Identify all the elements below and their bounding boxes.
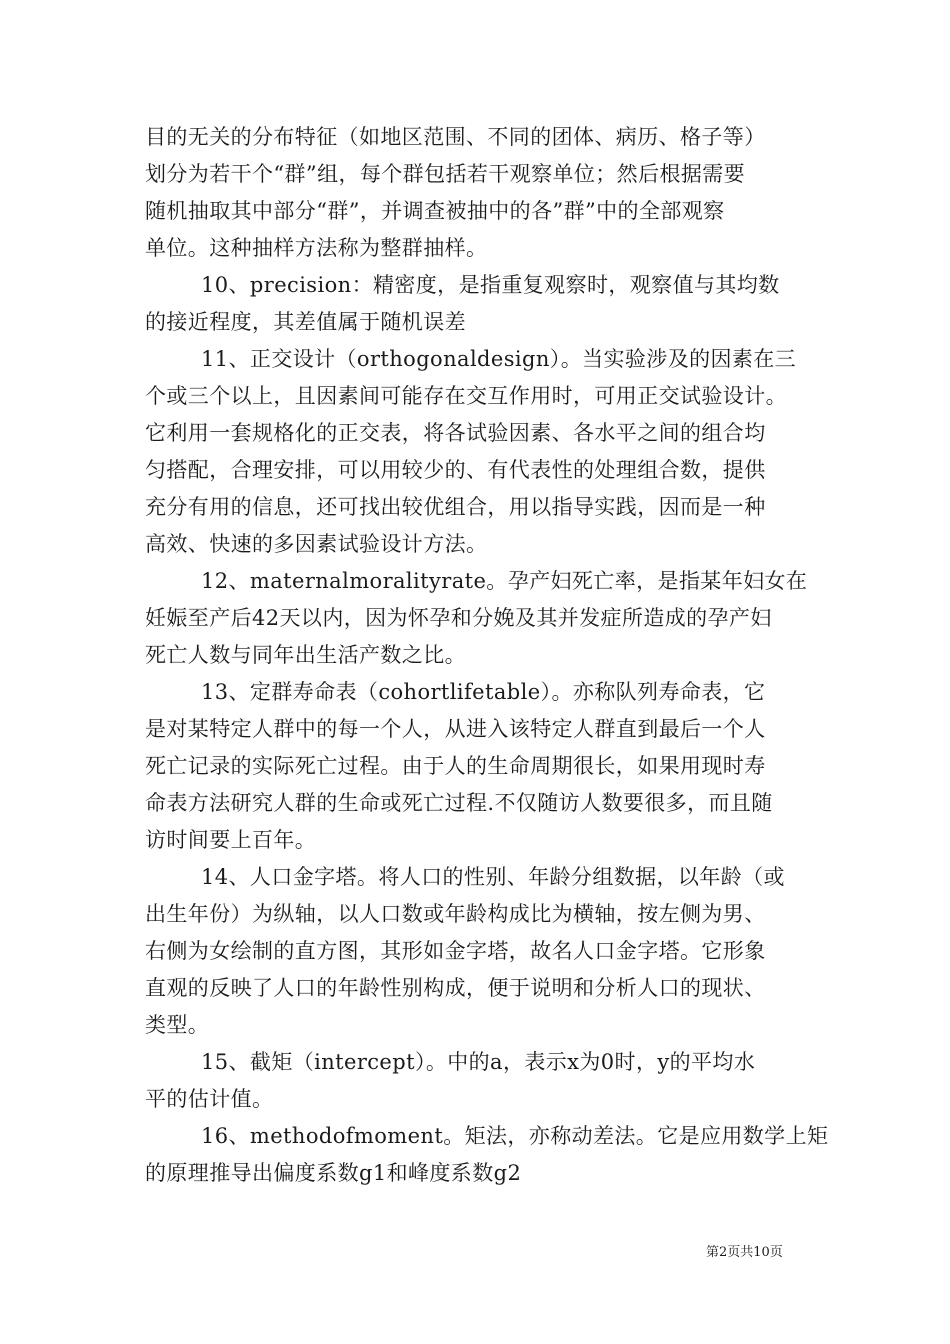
page-number-footer: 第2页共10页: [706, 1245, 783, 1260]
text-line: 充分有用的信息，还可找出较优组合，用以指导实践，因而是一种: [145, 495, 766, 519]
text-line: 右侧为女绘制的直方图，其形如金字塔，故名人口金字塔。它形象: [145, 939, 766, 963]
text-line: 出生年份）为纵轴，以人口数或年龄构成比为横轴，按左侧为男、: [145, 902, 766, 926]
paragraph-start-11: 11、正交设计（orthogonaldesign）。当实验涉及的因素在三: [201, 347, 797, 371]
paragraph-start-13: 13、定群寿命表（cohortlifetable）。亦称队列寿命表，它: [201, 680, 766, 704]
text-line: 类型。: [145, 1013, 210, 1037]
text-line: 死亡记录的实际死亡过程。由于人的生命周期很长，如果用现时寿: [145, 754, 766, 778]
text-line: 直观的反映了人口的年龄性别构成，便于说明和分析人口的现状、: [145, 976, 766, 1000]
text-line: 访时间要上百年。: [145, 828, 317, 852]
text-line: 妊娠至产后42天以内，因为怀孕和分娩及其并发症所造成的孕产妇: [145, 606, 772, 630]
text-line: 的原理推导出偏度系数g1和峰度系数g2: [145, 1161, 522, 1185]
text-line: 划分为若干个“群”组，每个群包括若干观察单位；然后根据需要: [145, 162, 746, 186]
text-line: 命表方法研究人群的生命或死亡过程.不仅随访人数要很多，而且随: [145, 791, 773, 815]
text-line: 随机抽取其中部分“群”，并调查被抽中的各”群”中的全部观察: [145, 199, 725, 223]
text-line: 它利用一套规格化的正交表，将各试验因素、各水平之间的组合均: [145, 421, 766, 445]
text-line: 匀搭配，合理安排，可以用较少的、有代表性的处理组合数，提供: [145, 458, 766, 482]
text-line: 是对某特定人群中的每一个人，从进入该特定人群直到最后一个人: [145, 717, 766, 741]
text-line: 个或三个以上，且因素间可能存在交互作用时，可用正交试验设计。: [145, 384, 787, 408]
paragraph-start-12: 12、maternalmoralityrate。孕产妇死亡率，是指某年妇女在: [201, 569, 808, 593]
paragraph-start-16: 16、methodofmoment。矩法，亦称动差法。它是应用数学上矩: [201, 1124, 829, 1148]
text-line: 目的无关的分布特征（如地区范围、不同的团体、病历、格子等）: [145, 125, 766, 149]
text-line: 死亡人数与同年出生活产数之比。: [145, 643, 466, 667]
paragraph-start-10: 10、precision：精密度，是指重复观察时，观察值与其均数: [201, 273, 780, 297]
text-line: 高效、快速的多因素试验设计方法。: [145, 532, 488, 556]
paragraph-start-14: 14、人口金字塔。将人口的性别、年龄分组数据，以年龄（或: [201, 865, 785, 889]
paragraph-start-15: 15、截矩（intercept）。中的a，表示x为0时，y的平均水: [201, 1050, 756, 1074]
text-line: 的接近程度，其差值属于随机误差: [145, 310, 466, 334]
document-body: [145, 119, 829, 1192]
text-line: 平的估计值。: [145, 1087, 274, 1111]
text-line: 单位。这种抽样方法称为整群抽样。: [145, 236, 488, 260]
